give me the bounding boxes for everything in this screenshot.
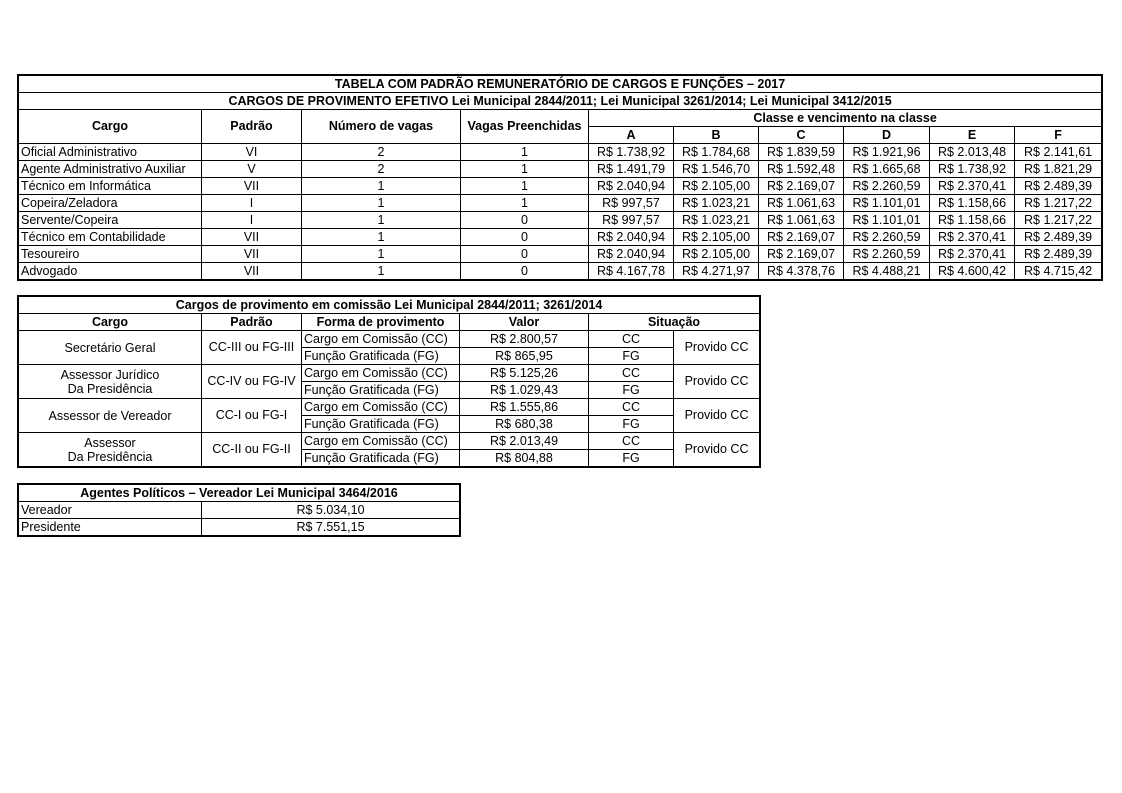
vencimento-cell: R$ 1.784,68 (674, 144, 759, 161)
table1-title: TABELA COM PADRÃO REMUNERATÓRIO DE CARGOS E FUNÇÕES – 2017 (19, 76, 1102, 93)
forma-cell: Função Gratificada (FG) (302, 382, 460, 399)
table-row (19, 195, 1102, 212)
cargo-cell (19, 331, 202, 365)
valor-cell: R$ 1.029,43 (460, 382, 589, 399)
valor-cell: R$ 804,88 (460, 450, 589, 467)
preenchidas-cell: 1 (461, 144, 589, 161)
valor-cell: R$ 865,95 (460, 348, 589, 365)
vencimento-cell: R$ 1.665,68 (844, 161, 930, 178)
tipo-cell: CC (589, 331, 674, 348)
forma-cell: Função Gratificada (FG) (302, 450, 460, 467)
padrao-cell: VII (202, 229, 302, 246)
vencimento-cell: R$ 2.040,94 (589, 246, 674, 263)
table-row (19, 161, 1102, 178)
table-row (19, 519, 460, 536)
tipo-cell: FG (589, 382, 674, 399)
header-cargo: Cargo (19, 314, 202, 331)
cargo-cell: Técnico em Informática (19, 178, 202, 195)
cargo-line-2: Da Presidência (67, 449, 153, 464)
forma-cell: Cargo em Comissão (CC) (302, 365, 460, 382)
header-classe-f: F (1015, 127, 1102, 144)
vagas-cell: 2 (302, 161, 461, 178)
padrao-cell: CC-II ou FG-II (202, 433, 302, 467)
vencimento-cell: R$ 1.217,22 (1015, 212, 1102, 229)
header-forma: Forma de provimento (302, 314, 460, 331)
table-row (19, 502, 460, 519)
vencimento-cell: R$ 1.738,92 (589, 144, 674, 161)
table-row (19, 365, 760, 382)
table3-title: Agentes Políticos – Vereador Lei Municipal 3464/2016 (19, 485, 460, 502)
forma-cell: Função Gratificada (FG) (302, 348, 460, 365)
valor-cell: R$ 2.013,49 (460, 433, 589, 450)
tipo-cell: FG (589, 348, 674, 365)
preenchidas-cell: 0 (461, 246, 589, 263)
vencimento-cell: R$ 4.167,78 (589, 263, 674, 280)
tipo-cell: CC (589, 433, 674, 450)
vagas-cell: 2 (302, 144, 461, 161)
vencimento-cell: R$ 1.839,59 (759, 144, 844, 161)
padrao-cell: VII (202, 178, 302, 195)
vencimento-cell: R$ 2.169,07 (759, 246, 844, 263)
efetivo-table (18, 75, 1102, 280)
vagas-cell: 1 (302, 195, 461, 212)
preenchidas-cell: 1 (461, 161, 589, 178)
forma-cell: Cargo em Comissão (CC) (302, 331, 460, 348)
cargo-line-1: Assessor de Vereador (48, 408, 172, 423)
vencimento-cell: R$ 1.158,66 (930, 195, 1015, 212)
vencimento-cell: R$ 1.061,63 (759, 195, 844, 212)
valor-cell: R$ 2.800,57 (460, 331, 589, 348)
table-row (19, 399, 760, 416)
padrao-cell: CC-I ou FG-I (202, 399, 302, 433)
padrao-cell: VII (202, 263, 302, 280)
vagas-cell: 1 (302, 178, 461, 195)
padrao-cell: CC-IV ou FG-IV (202, 365, 302, 399)
cargo-cell: Agente Administrativo Auxiliar (19, 161, 202, 178)
cargo-cell: Técnico em Contabilidade (19, 229, 202, 246)
table-row (19, 263, 1102, 280)
cargo-line-2: Da Presidência (67, 381, 153, 396)
vagas-cell: 1 (302, 263, 461, 280)
vencimento-cell: R$ 2.105,00 (674, 229, 759, 246)
vencimento-cell: R$ 2.105,00 (674, 246, 759, 263)
padrao-cell: I (202, 212, 302, 229)
vencimento-cell: R$ 1.101,01 (844, 212, 930, 229)
table-row (19, 178, 1102, 195)
forma-cell: Função Gratificada (FG) (302, 416, 460, 433)
cargo-line-1: Assessor Jurídico (60, 367, 160, 382)
valor-cell: R$ 1.555,86 (460, 399, 589, 416)
padrao-cell: I (202, 195, 302, 212)
cargo-cell: Advogado (19, 263, 202, 280)
vencimento-cell: R$ 997,57 (589, 195, 674, 212)
situacao-cell: Provido CC (674, 331, 760, 365)
vencimento-cell: R$ 2.260,59 (844, 246, 930, 263)
cargo-cell (19, 365, 202, 399)
table2-title: Cargos de provimento em comissão Lei Municipal 2844/2011; 3261/2014 (19, 297, 760, 314)
valor-cell: R$ 680,38 (460, 416, 589, 433)
vagas-cell: 1 (302, 212, 461, 229)
vencimento-cell: R$ 2.489,39 (1015, 178, 1102, 195)
vencimento-cell: R$ 2.040,94 (589, 229, 674, 246)
cargo-cell (19, 433, 202, 467)
vencimento-cell: R$ 2.489,39 (1015, 246, 1102, 263)
valor-cell: R$ 5.034,10 (202, 502, 460, 519)
tipo-cell: FG (589, 416, 674, 433)
header-valor: Valor (460, 314, 589, 331)
vencimento-cell: R$ 1.101,01 (844, 195, 930, 212)
vencimento-cell: R$ 2.105,00 (674, 178, 759, 195)
agentes-politicos-table (18, 484, 460, 536)
vagas-cell: 1 (302, 246, 461, 263)
cargo-cell: Copeira/Zeladora (19, 195, 202, 212)
vencimento-cell: R$ 2.141,61 (1015, 144, 1102, 161)
cargo-cell: Oficial Administrativo (19, 144, 202, 161)
vencimento-cell: R$ 1.023,21 (674, 212, 759, 229)
vencimento-cell: R$ 2.489,39 (1015, 229, 1102, 246)
header-classe-c: C (759, 127, 844, 144)
vencimento-cell: R$ 4.715,42 (1015, 263, 1102, 280)
vencimento-cell: R$ 1.592,48 (759, 161, 844, 178)
header-classe-e: E (930, 127, 1015, 144)
header-cargo: Cargo (19, 110, 202, 144)
vencimento-cell: R$ 1.061,63 (759, 212, 844, 229)
vencimento-cell: R$ 2.169,07 (759, 229, 844, 246)
cargo-cell: Presidente (19, 519, 202, 536)
header-preenchidas: Vagas Preenchidas (461, 110, 589, 144)
comissao-table (18, 296, 760, 467)
cargo-cell: Tesoureiro (19, 246, 202, 263)
table-row (19, 144, 1102, 161)
header-classe-d: D (844, 127, 930, 144)
valor-cell: R$ 5.125,26 (460, 365, 589, 382)
header-classe-a: A (589, 127, 674, 144)
vencimento-cell: R$ 1.023,21 (674, 195, 759, 212)
preenchidas-cell: 0 (461, 212, 589, 229)
preenchidas-cell: 0 (461, 229, 589, 246)
vencimento-cell: R$ 2.260,59 (844, 229, 930, 246)
table-row (19, 331, 760, 348)
vencimento-cell: R$ 2.040,94 (589, 178, 674, 195)
header-classe-b: B (674, 127, 759, 144)
preenchidas-cell: 1 (461, 195, 589, 212)
tipo-cell: CC (589, 399, 674, 416)
forma-cell: Cargo em Comissão (CC) (302, 399, 460, 416)
table-row (19, 229, 1102, 246)
vencimento-cell: R$ 1.546,70 (674, 161, 759, 178)
table-row (19, 246, 1102, 263)
header-padrao: Padrão (202, 314, 302, 331)
vencimento-cell: R$ 1.738,92 (930, 161, 1015, 178)
vencimento-cell: R$ 4.600,42 (930, 263, 1015, 280)
valor-cell: R$ 7.551,15 (202, 519, 460, 536)
vencimento-cell: R$ 1.158,66 (930, 212, 1015, 229)
table1-subtitle: CARGOS DE PROVIMENTO EFETIVO Lei Municipal 2844/2011; Lei Municipal 3261/2014; Lei Municipal 3412/2015 (19, 93, 1102, 110)
padrao-cell: VII (202, 246, 302, 263)
vencimento-cell: R$ 2.169,07 (759, 178, 844, 195)
padrao-cell: V (202, 161, 302, 178)
vencimento-cell: R$ 4.488,21 (844, 263, 930, 280)
header-vagas: Número de vagas (302, 110, 461, 144)
preenchidas-cell: 0 (461, 263, 589, 280)
table-row (19, 433, 760, 450)
header-classe: Classe e vencimento na classe (589, 110, 1102, 127)
vencimento-cell: R$ 4.378,76 (759, 263, 844, 280)
vencimento-cell: R$ 2.370,41 (930, 246, 1015, 263)
vagas-cell: 1 (302, 229, 461, 246)
vencimento-cell: R$ 1.821,29 (1015, 161, 1102, 178)
preenchidas-cell: 1 (461, 178, 589, 195)
cargo-line-1: Assessor (84, 435, 136, 450)
vencimento-cell: R$ 1.217,22 (1015, 195, 1102, 212)
vencimento-cell: R$ 2.260,59 (844, 178, 930, 195)
vencimento-cell: R$ 1.921,96 (844, 144, 930, 161)
cargo-cell: Vereador (19, 502, 202, 519)
vencimento-cell: R$ 997,57 (589, 212, 674, 229)
padrao-cell: CC-III ou FG-III (202, 331, 302, 365)
header-situacao: Situação (589, 314, 760, 331)
forma-cell: Cargo em Comissão (CC) (302, 433, 460, 450)
table-row (19, 212, 1102, 229)
vencimento-cell: R$ 2.013,48 (930, 144, 1015, 161)
situacao-cell: Provido CC (674, 433, 760, 467)
tipo-cell: CC (589, 365, 674, 382)
header-padrao: Padrão (202, 110, 302, 144)
padrao-cell: VI (202, 144, 302, 161)
situacao-cell: Provido CC (674, 365, 760, 399)
vencimento-cell: R$ 4.271,97 (674, 263, 759, 280)
vencimento-cell: R$ 1.491,79 (589, 161, 674, 178)
tipo-cell: FG (589, 450, 674, 467)
cargo-line-1: Secretário Geral (64, 340, 156, 355)
cargo-cell (19, 399, 202, 433)
situacao-cell: Provido CC (674, 399, 760, 433)
vencimento-cell: R$ 2.370,41 (930, 229, 1015, 246)
cargo-cell: Servente/Copeira (19, 212, 202, 229)
vencimento-cell: R$ 2.370,41 (930, 178, 1015, 195)
